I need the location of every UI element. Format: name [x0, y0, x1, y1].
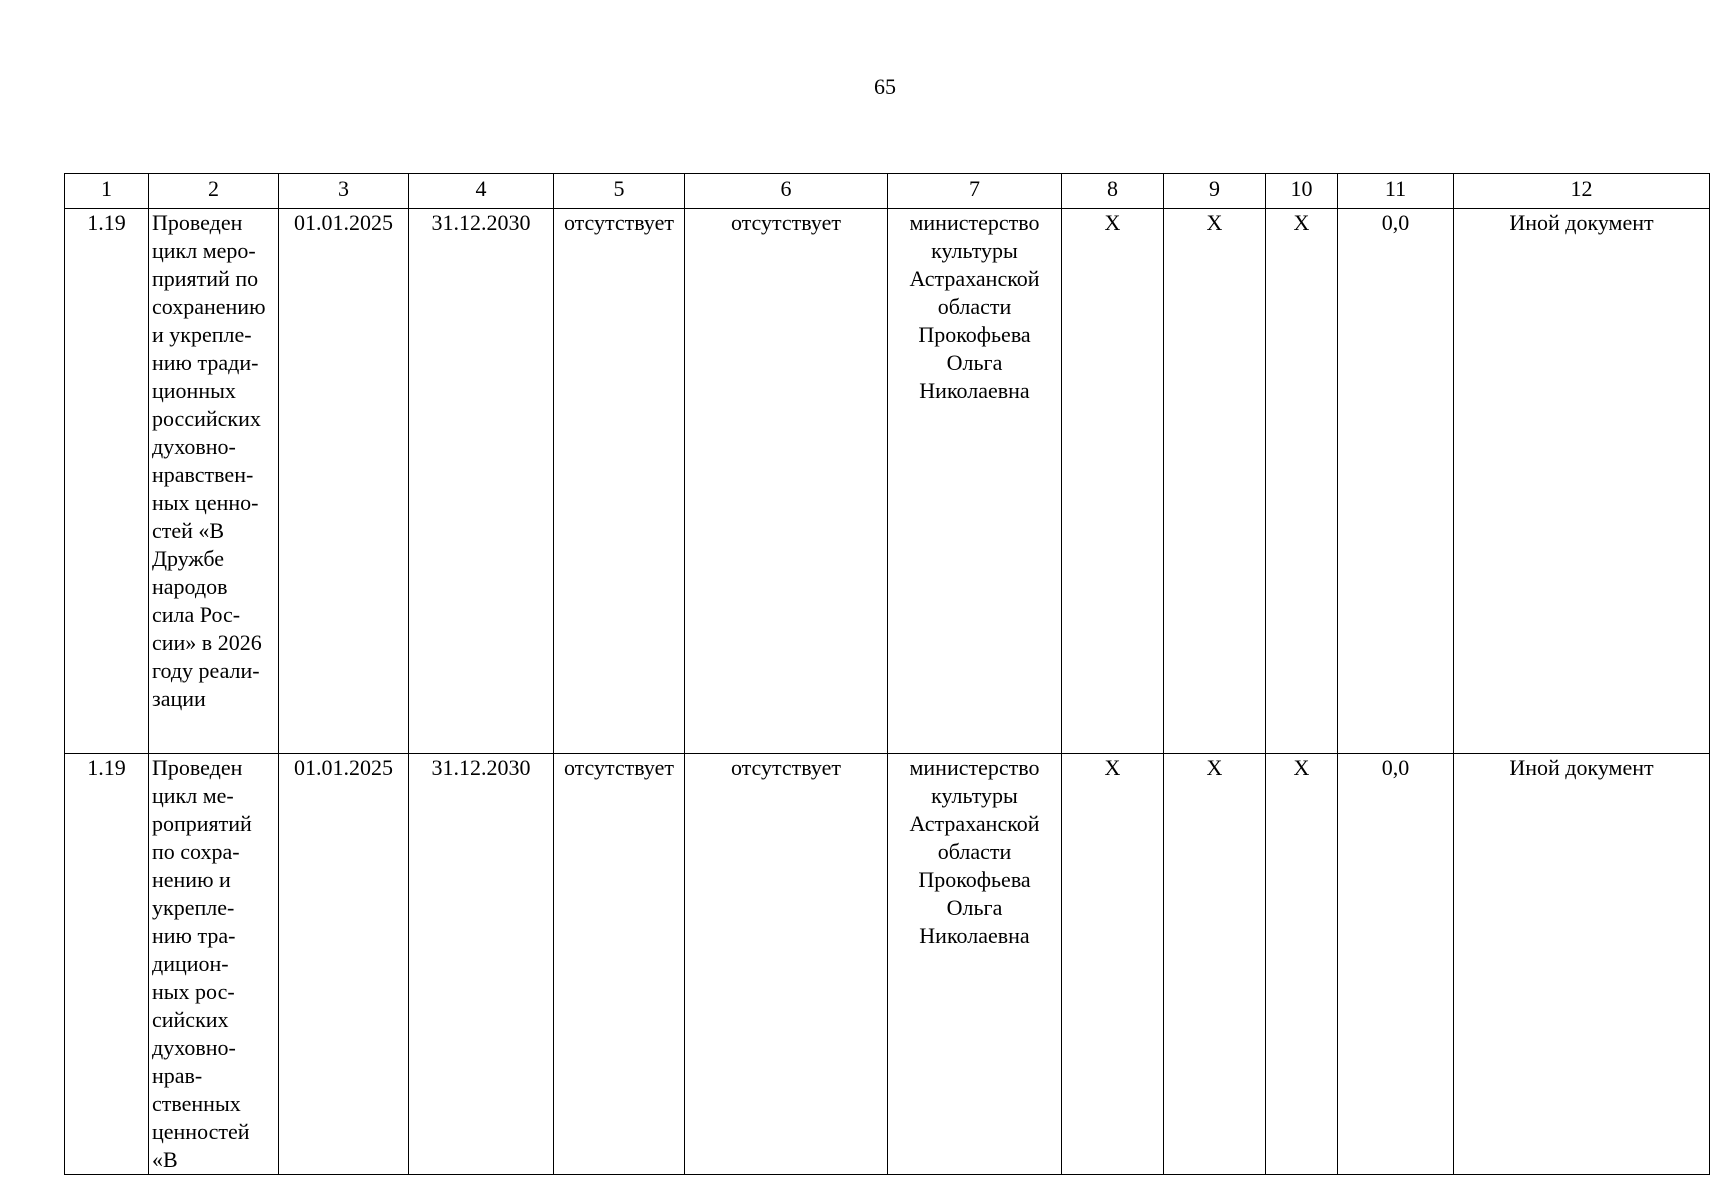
description-line: Проведен [152, 210, 243, 235]
description-line: ционных [152, 378, 236, 403]
col9-cell: X [1164, 754, 1266, 1175]
page-number: 65 [874, 74, 896, 99]
description-line: сии» в 2026 [152, 630, 262, 655]
header-cell: 9 [1164, 174, 1266, 209]
start-date-cell: 01.01.2025 [279, 754, 409, 1175]
header-cell: 8 [1062, 174, 1164, 209]
col11-cell: 0,0 [1338, 754, 1454, 1175]
col6-cell: отсутствует [685, 209, 888, 754]
description-line: российских [152, 406, 261, 431]
description-line: сила Рос- [152, 602, 241, 627]
header-cell: 12 [1454, 174, 1710, 209]
description-line: зации [152, 686, 206, 711]
responsible-line: Ольга [946, 895, 1003, 920]
col12-cell: Иной документ [1454, 754, 1710, 1175]
col6-cell: отсутствует [685, 754, 888, 1175]
description-line: роприятий [152, 811, 252, 836]
description-line: нению и [152, 867, 231, 892]
col5-cell: отсутствует [554, 209, 685, 754]
header-cell: 5 [554, 174, 685, 209]
col12-cell: Иной документ [1454, 209, 1710, 754]
header-cell: 1 [65, 174, 149, 209]
responsible-line: культуры [931, 238, 1018, 263]
header-row [65, 174, 1710, 209]
description-line: ных ценно- [152, 490, 259, 515]
responsible-line: Прокофьева [918, 322, 1031, 347]
description-line: «В [152, 1147, 178, 1172]
row-number-cell: 1.19 [65, 209, 149, 754]
responsible-line: Николаевна [919, 923, 1030, 948]
col10-cell: X [1266, 209, 1338, 754]
responsible-line: министерство [909, 210, 1040, 235]
description-line: сийских [152, 1007, 229, 1032]
description-line: цикл ме- [152, 783, 234, 808]
responsible-cell [888, 209, 1062, 754]
col10-cell: X [1266, 754, 1338, 1175]
description-line: ных рос- [152, 979, 235, 1004]
responsible-line: культуры [931, 783, 1018, 808]
description-line: году реали- [152, 658, 260, 683]
header-cell: 4 [409, 174, 554, 209]
col5-cell: отсутствует [554, 754, 685, 1175]
col8-cell: X [1062, 754, 1164, 1175]
description-line: нрав- [152, 1063, 203, 1088]
header-cell: 2 [149, 174, 279, 209]
description-line: по сохра- [152, 839, 240, 864]
description-line: цикл меро- [152, 238, 256, 263]
description-cell [149, 209, 279, 754]
description-line: ценностей [152, 1119, 250, 1144]
responsible-line: Николаевна [919, 378, 1030, 403]
col11-cell: 0,0 [1338, 209, 1454, 754]
description-line: Дружбе [152, 546, 225, 571]
description-line: ственных [152, 1091, 241, 1116]
header-cell: 11 [1338, 174, 1454, 209]
responsible-line: области [937, 294, 1012, 319]
description-line: народов [152, 574, 228, 599]
responsible-line: области [937, 839, 1012, 864]
description-cell [149, 754, 279, 1175]
header-cell: 10 [1266, 174, 1338, 209]
description-line: укрепле- [152, 895, 235, 920]
description-line: сохранению [152, 294, 266, 319]
start-date-cell: 01.01.2025 [279, 209, 409, 754]
plan-table [64, 173, 1710, 1175]
description-line: стей «В [152, 518, 225, 543]
table-row [65, 754, 1710, 1175]
description-line: духовно- [152, 1035, 236, 1060]
responsible-line: Астраханской [909, 266, 1040, 291]
description-line: и укрепле- [152, 322, 252, 347]
header-cell: 7 [888, 174, 1062, 209]
responsible-cell [888, 754, 1062, 1175]
end-date-cell: 31.12.2030 [409, 754, 554, 1175]
description-line: Проведен [152, 755, 243, 780]
header-cell: 3 [279, 174, 409, 209]
table-row [65, 209, 1710, 754]
header-cell: 6 [685, 174, 888, 209]
description-line: приятий по [152, 266, 259, 291]
col9-cell: X [1164, 209, 1266, 754]
responsible-line: Прокофьева [918, 867, 1031, 892]
row-number-cell: 1.19 [65, 754, 149, 1175]
responsible-line: министерство [909, 755, 1040, 780]
responsible-line: Астраханской [909, 811, 1040, 836]
description-line: нию тра- [152, 923, 236, 948]
responsible-line: Ольга [946, 350, 1003, 375]
col8-cell: X [1062, 209, 1164, 754]
description-line: нию тради- [152, 350, 259, 375]
description-line: нравствен- [152, 462, 254, 487]
end-date-cell: 31.12.2030 [409, 209, 554, 754]
description-line: духовно- [152, 434, 236, 459]
description-line: дицион- [152, 951, 229, 976]
